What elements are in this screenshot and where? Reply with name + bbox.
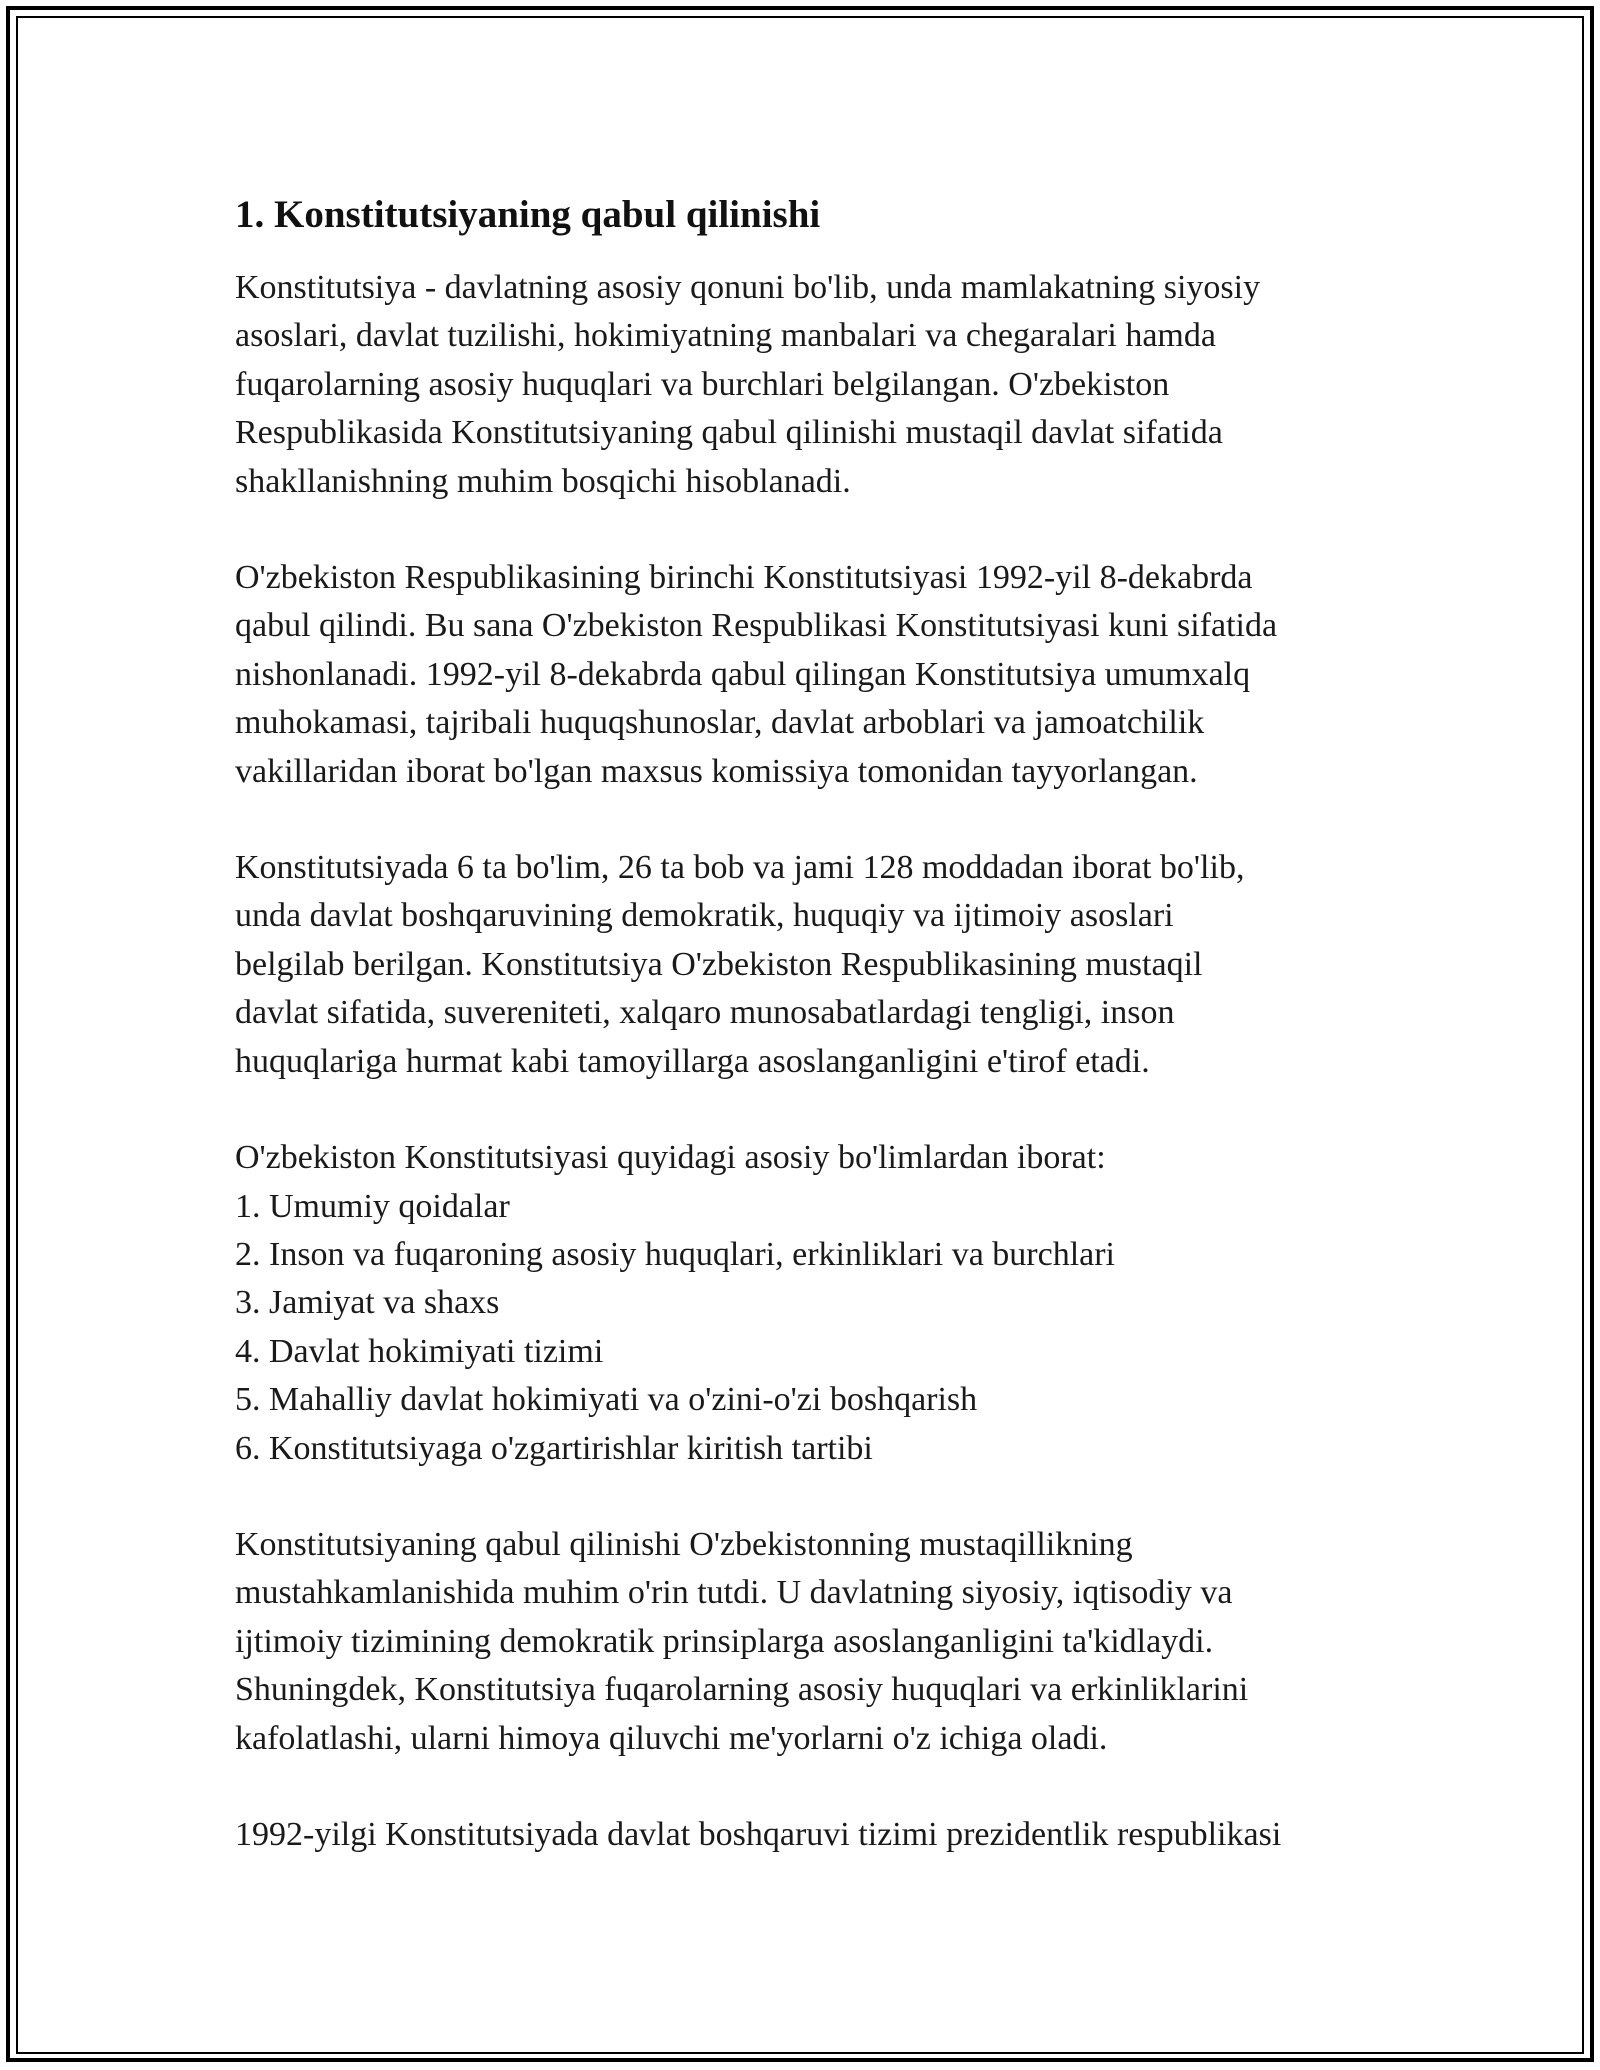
document-body — [235, 188, 1395, 1859]
paragraph-government-system: 1992-yilgi Konstitutsiyada davlat boshqaruvi tizimi prezidentlik respublikasi — [235, 1815, 1282, 1853]
document-heading: 1. Konstitutsiyaning qabul qilinishi — [235, 193, 821, 236]
paragraph-sections-list: O'zbekiston Konstitutsiyasi quyidagi asosiy bo'limlardan iborat: 1. Umumiy qoidalar 2. Inson va fuqaroning asosiy huquqlari, erkinliklari va burchlari 3. Jamiyat va shaxs 4. Davlat hokimiyati tizimi 5. Mahalliy davlat hokimiyati va o'zini-o'zi boshqarish 6. Konstitutsiyaga o'zgartirishlar kiritish tartibi — [235, 1139, 1115, 1467]
paragraph-definition: Konstitutsiya - davlatning asosiy qonuni bo'lib, unda mamlakatning siyosiy asoslari, davlat tuzilishi, hokimiyatning manbalari va chegaralari hamda fuqarolarning asosiy huquqlari va burchlari belgilangan. O'zbekiston Respublikasida Konstitutsiyaning qabul qilinishi mustaqil davlat sifatida shakllanishning muhim bosqichi hisoblanadi. — [235, 269, 1261, 500]
paragraph-significance: Konstitutsiyaning qabul qilinishi O'zbekistonning mustaqillikning mustahkamlanishida muhim o'rin tutdi. U davlatning siyosiy, iqtisodiy va ijtimoiy tizimining demokratik prinsiplarga asoslanganligini ta'kidlaydi. Shuningdek, Konstitutsiya fuqarolarning asosiy huquqlari va erkinliklarini kafolatlashi, ularni himoya qiluvchi me'yorlarni o'z ichiga oladi. — [235, 1525, 1249, 1757]
paragraph-adoption-date: O'zbekiston Respublikasining birinchi Konstitutsiyasi 1992-yil 8-dekabrda qabul qilindi. Bu sana O'zbekiston Respublikasi Konstitutsiyasi kuni sifatida nishonlanadi. 1992-yil 8-dekabrda qabul qilingan Konstitutsiya umumxalq muhokamasi, tajribali huquqshunoslar, davlat arboblari va jamoatchilik vakillaridan iborat bo'lgan maxsus komissiya tomonidan tayyorlangan. — [235, 559, 1278, 790]
paragraph-structure: Konstitutsiyada 6 ta bo'lim, 26 ta bob va jami 128 moddadan iborat bo'lib, unda davlat boshqaruvining demokratik, huquqiy va ijtimoiy asoslari belgilab berilgan. Konstitutsiya O'zbekiston Respublikasining mustaqil davlat sifatida, suvereniteti, xalqaro munosabatlardagi tengligi, inson huquqlariga hurmat kabi tamoyillarga asoslanganligini e'tirof etadi. — [235, 849, 1245, 1080]
